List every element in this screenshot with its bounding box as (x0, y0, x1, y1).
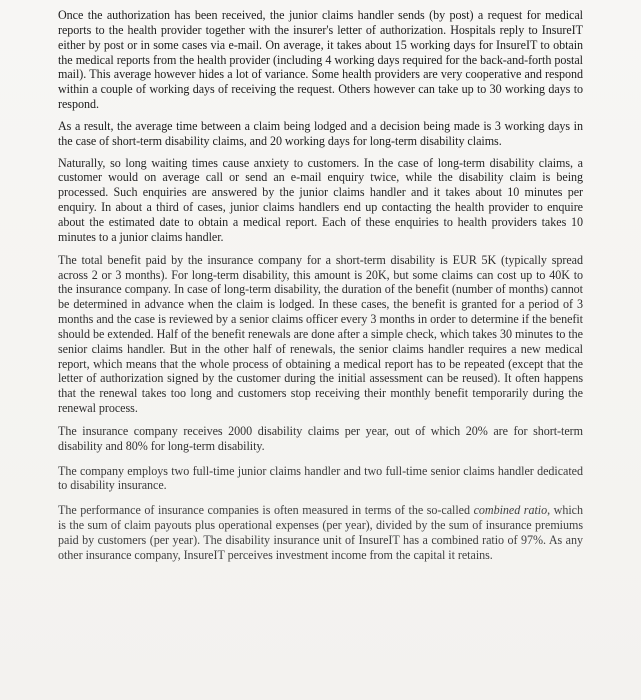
combined-ratio-text-before: The performance of insurance companies is often measured in terms of the so-called (58, 503, 474, 518)
paragraph-average-time: As a result, the average time between a claim being lodged and a decision being made is 3 working days in the case of short-term disability claims, and 20 working days for long-term disability claims. (58, 118, 583, 148)
paragraph-customer-enquiries: Naturally, so long waiting times cause anxiety to customers. In the case of long-term disability claims, a customer would on average call or send an e-mail enquiry twice, while the disability claim is being processed. Such enquiries are answered by the junior claims handler and it takes about 10 minutes per enquiry. In about a third of cases, junior claims handlers end up contacting the health provider to enquire about the estimated date to obtain a medical report. Each of these enquiries to health providers takes 10 minutes to a junior claims handler. (58, 155, 583, 244)
paragraph-combined-ratio (58, 503, 583, 562)
paragraph-medical-reports: Once the authorization has been received, the junior claims handler sends (by post) a request for medical reports to the health provider together with the insurer's letter of authorization. Hospitals reply to InsureIT either by post or in some cases via e-mail. On average, it takes about 15 working days for InsureIT to obtain the medical reports from the health provider (including 4 working days required for the back-and-forth postal mail). This average however hides a lot of variance. Some health providers are very cooperative and respond within a couple of working days of receiving the request. Others however can take up to 30 working days to respond. (58, 8, 583, 112)
paragraph-total-benefit: The total benefit paid by the insurance company for a short-term disability is EUR 5K (typically spread across 2 or 3 months). For long-term disability, this amount is 20K, but some claims can cost up to 40K to the insurance company. In case of long-term disability, the duration of the benefit (number of months) cannot be determined in advance when the claim is lodged. In these cases, the benefit is granted for a period of 3 months and the case is reviewed by a senior claims officer every 3 months in order to determine if the benefit should be extended. Half of the benefit renewals are done after a simple check, which takes 30 minutes to the senior claims handler. But in the other half of renewals, the senior claims handler requires a new medical report, which means that the whole process of obtaining a medical report has to be repeated (except that the letter of authorization signed by the customer during the initial assessment can be reused). It often happens that the renewal takes too long and customers stop receiving their monthly benefit temporarily during the renewal process. (58, 252, 583, 416)
paragraph-claims-per-year: The insurance company receives 2000 disability claims per year, out of which 20% are for short-term disability and 80% for long-term disability. (58, 423, 583, 453)
combined-ratio-text-after: , which is the sum of claim payouts plus operational expenses (per year), divided by the sum of insurance premiums paid by customers (per year). The disability insurance unit of InsureIT has a combined ratio of 97%. As any other insurance company, InsureIT perceives investment income from the capital it retains. (58, 503, 583, 562)
paragraph-staffing: The company employs two full-time junior claims handler and two full-time senior claims handler dedicated to disability insurance. (58, 463, 583, 493)
combined-ratio-term: combined ratio (473, 503, 548, 518)
